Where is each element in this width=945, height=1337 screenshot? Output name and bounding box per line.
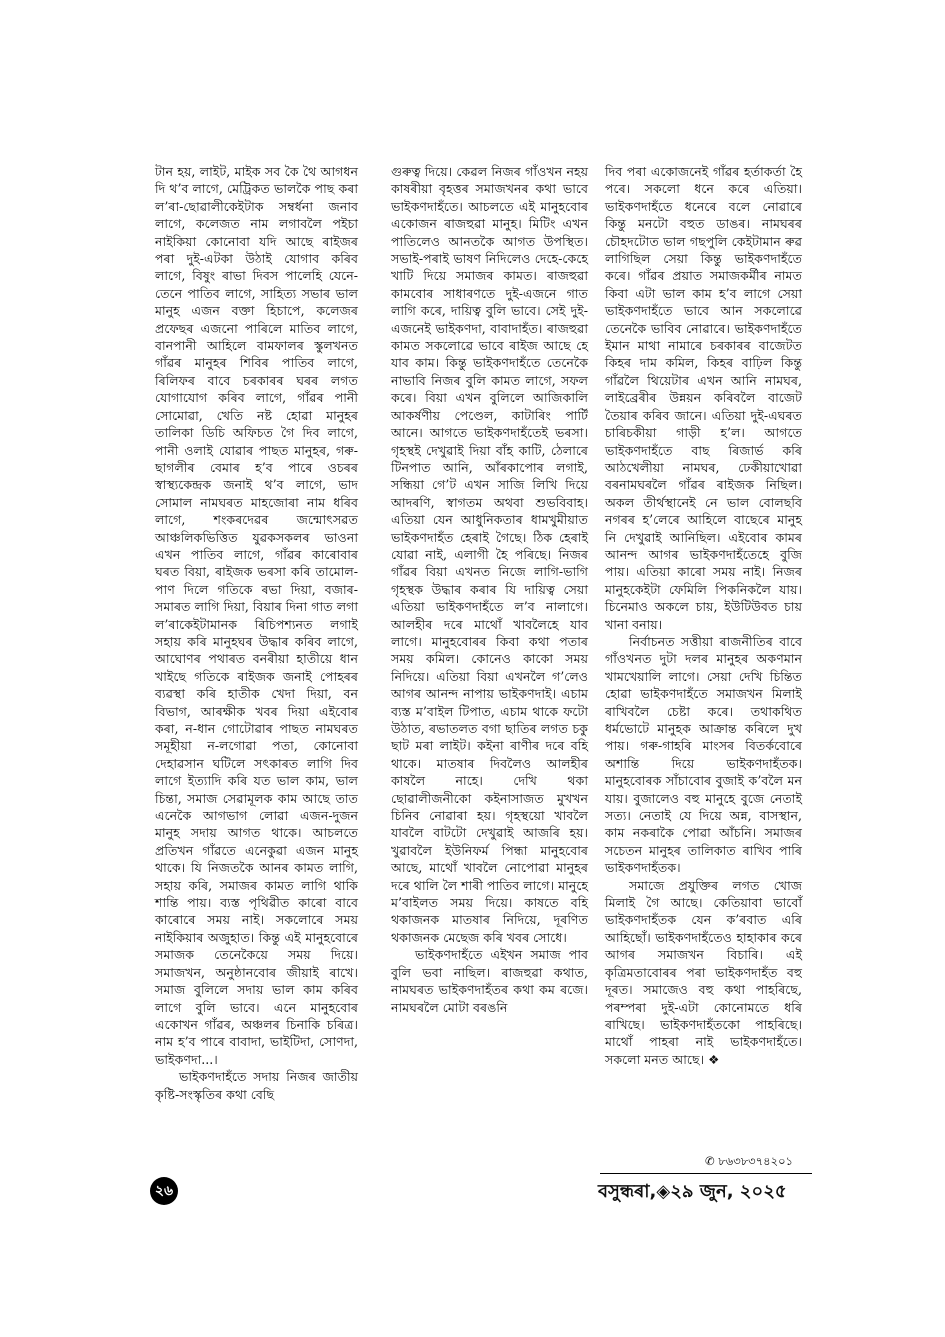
magazine-footer: বসুন্ধৰা,◈২৯ জুন, ২০২৫: [598, 1181, 787, 1202]
column-1-paragraph: ভাইকণদাহঁতে সদায় নিজৰ জাতীয় কৃষ্টি-সংস্কৃতিৰ কথা বেছি: [155, 1069, 358, 1102]
article-column-1: [155, 163, 358, 1103]
column-3-paragraph: সমাজে প্ৰযুক্তিৰ লগত খোজ মিলাই গৈ আছে। কেতিয়াবা ভাবোঁ ভাইকণদাহঁতক যেন ক’ৰবাত এৰি আহিছোঁ। ভাইকণদাহঁতেও হাহাকাৰ কৰে আগৰ সমাজখন বিচাৰি। এই কৃত্ৰিমতাবোৰৰ পৰা ভাইকণদাহঁত বহু দূৰত। সমাজেও বহু কথা পাহৰিছে, পৰম্পৰা দুই-এটা কোনোমতে ধৰি ৰাখিছে। ভাইকণদাহঁতকো পাহৰিছে। মাথোঁ পাহৰা নাই ভাইকণদাহঁতে। সকলো মনত আছে। ❖: [605, 877, 802, 1067]
page-number-badge: ২৬: [150, 1177, 178, 1205]
column-2-paragraph: গুৰুত্ব দিয়ে। কেৱল নিজৰ গাঁওখন নহয় কাষৰীয়া বৃহত্তৰ সমাজখনৰ কথা ভাবে ভাইকণদাহঁতে। আচলতে এই মানুহবোৰ একোজন ৰাজহুৱা মানুহ। মিটিং এখন পাতিলেও আনতকৈ আগত উপস্থিত। সভাই-পৰাই ভাষণ নিদিলেও দেহে-কেহে খাটি দিয়ে সমাজৰ কামত। ৰাজহুৱা কামবোৰ সাধাৰণতে দুই-এজনে গাত লাগি কৰে, দায়িত্ব বুলি ভাবে। সেই দুই-এজনেই ভাইকণদা, বাবাদাহঁত। ৰাজহুৱা কামত সকলোৱে ভাবে ৰাইজ আছে হে যাব কাম। কিন্তু ভাইকণদাহঁতে তেনেকৈ নাভাবি নিজৰ বুলি কামত লাগে, সফল কৰে। বিয়া এখন বুলিলে আজিকালি আকৰ্ষণীয় পেণ্ডেল, কাটাৰিং পাৰ্টি আনে। আগতে ভাইকণদাহঁতেই ভৰসা। গৃহস্থই দেখুৱাই দিয়া বাঁহ কাটি, ঠেলাৰে টিনপাত আনি, আঁৰকাপোৰ লগাই, সন্ধিয়া গে’ট এখন সাজি লিখি দিয়ে আদৰণি, স্বাগতম অথবা শুভবিবাহ। এতিয়া যেন আধুনিকতাৰ ধামখুমীয়াত ভাইকণদাহঁত হেৰাই গৈছে। ঠিক হেৰাই যোৱা নাই, এলাগী হৈ পৰিছে। নিজৰ গাঁৱৰ বিয়া এখনত নিজে লাগি-ভাগি গৃহস্থক উদ্ধাৰ কৰাৰ যি দায়িত্ব সেয়া এতিয়া ভাইকণদাহঁতে ল’ব নালাগে। আলহীৰ দৰে মাথোঁ খাবলৈহে যাব লাগে। মানুহবোৰৰ কিবা কথা পতাৰ সময় কমিল। কোনেও কাকো সময় নিদিয়ে। এতিয়া বিয়া এখনলৈ গ’লেও আগৰ আনন্দ নাপায় ভাইকণদাই। এচাম ব্যস্ত ম’বাইল টিপাত, এচাম থাকে ফটো উঠাত, ৰভাতলত বগা ছাতিৰ লগত চকু ছাট মৰা লাইট। কইনা ৰাণীৰ দৰে বহি থাকে। মাতষাৰ দিবলৈও আলহীৰ কাষলৈ নাহে। দেখি থকা ছোৱালীজনীকো কইনাসাজত মুখখন চিনিব নোৱাৰা হয়। গৃহস্থয়ো খাবলৈ যাবলৈ বাটটো দেখুৱাই আজৰি হয়। খুৱাবলৈ ইউনিফৰ্ম পিন্ধা মানুহবোৰ আছে, মাথোঁ খাবলৈ নোপোৱা মানুহৰ দৰে থালি লৈ শাৰী পাতিব লাগে। মানুহে ম’বাইলত সময় দিয়ে। কাষতে বহি থকাজনক মাতষাৰ নিদিয়ে, দূৰণিত থকাজনক মেছেজ কৰি খবৰ সোধে।: [391, 164, 588, 945]
footer-divider: [600, 1173, 812, 1174]
author-phone: ✆ ৮৬৩৮৩৭৪২০১: [705, 1154, 794, 1168]
article-column-3: [605, 163, 802, 1068]
column-1-paragraph: টান হয়, লাইট, মাইক সব কৈ থৈ আগধন দি থ’ব লাগে, মেট্ৰিকত ভালকৈ পাছ কৰা ল’ৰা-ছোৱালীকেইটাক সম্বৰ্ধনা জনাব লাগে, কলেজত নাম লগাবলৈ পইচা নাইকিয়া কোনোবা যদি আছে ৰাইজৰ পৰা দুই-এটকা উঠাই যোগাব কৰিব লাগে, বিষুং ৰাভা দিবস পালেহি যেনে-তেনে পাতিব লাগে, সাহিত্য সভাৰ ভাল মানুহ এজন বক্তা হিচাপে, কলেজৰ প্ৰফেছৰ এজনো পাৰিলে মাতিব লাগে, বানপানী আহিলে বামফালৰ স্কুলখনত গাঁৱৰ মানুহৰ শিবিৰ পাতিব লাগে, ৰিলিফৰ বাবে চৰকাৰৰ ঘৰৰ লগত যোগাযোগ কৰিব লাগে, গাঁৱৰ পানী সোমোৱা, খেতি নষ্ট হোৱা মানুহৰ তালিকা ডিচি অফিচত গৈ দিব লাগে, পানী ওলাই যোৱাৰ পাছত মানুহৰ, গৰু-ছাগলীৰ বেমাৰ হ’ব পাৰে ওচৰৰ স্বাস্থ্যকেন্দ্ৰক জনাই থ’ব লাগে, ভাদ সোমাল নামঘৰত মাহজোৰা নাম ধৰিব লাগে, শংকৰদেৱৰ জন্মোৎসৱত আঞ্চলিকভিত্তিত যুৱকসকলৰ ভাওনা এখন পাতিব লাগে, গাঁৱৰ কাৰোবাৰ ঘৰত বিয়া, ৰাইজক ভৰসা কৰি তামোল-পাণ দিলে গতিকে ৰভা দিয়া, বজাৰ-সমাৰত লাগি দিয়া, বিয়াৰ দিনা গাত লগা ল’ৰাকেইটামানক ৰিচিপশ্যনত লগাই সহায় কৰি মানুহঘৰ উদ্ধাৰ কৰিব লাগে, আঘোণৰ পথাৰত বনৰীয়া হাতীয়ে ধান খাইছে গতিকে ৰাইজক জনাই পোহৰৰ ব্যৱস্থা কৰি হাতীক খেদা দিয়া, বন বিভাগ, আৰক্ষীক খবৰ দিয়া এইবোৰ কৰা, ন-ধান গোটোৱাৰ পাছত নামঘৰত সমূহীয়া ন-লগোৱা পতা, কোনোবা দেহাৱসান ঘটিলে সৎকাৰত লাগি দিব লাগে ইত্যাদি কৰি যত ভাল কাম, ভাল চিন্তা, সমাজ সেৱামূলক কাম আছে তাত এনেকৈ আগভাগ লোৱা এজন-দুজন মানুহ সদায় আগত থাকে। আচলতে প্ৰতিখন গাঁৱতে এনেকুৱা এজন মানুহ থাকে। যি নিজতকৈ আনৰ কামত লাগি, সহায় কৰি, সমাজৰ কামত লাগি থাকি শান্তি পায়। ব্যস্ত পৃথিৱীত কাৰো বাবে কাৰোৰে সময় নাই। সকলোৰে সময় নাইকিয়াৰ অজুহাত। কিন্তু এই মানুহবোৰে সমাজক তেনেকৈয়ে সময় দিয়ে। সমাজখন, অনুষ্ঠানবোৰ জীয়াই ৰাখে। সমাজ বুলিলে সদায় ভাল কাম কৰিব লাগে বুলি ভাবে। এনে মানুহবোৰ একোখন গাঁৱৰ, অঞ্চলৰ চিনাকি চৰিত্ৰ। নাম হ’ব পাৰে বাবাদা, ভাইটিদা, সোণদা, ভাইকণদা...।: [155, 164, 358, 1067]
column-3-paragraph: দিব পৰা একোজনেই গাঁৱৰ হৰ্তাকৰ্তা হৈ পৰে। সকলো ধনে কৰে এতিয়া। ভাইকণদাহঁতে ধনেৰে বলে নোৱাৰে কিন্তু মনটো বহুত ডাঙৰ। নামঘৰৰ চৌহদটোত ভাল গছপুলি কেইটামান ৰুৱ লাগিছিল সেয়া কিন্তু ভাইকণদাহঁতে কৰে। গাঁৱৰ প্ৰয়াত সমাজকৰ্মীৰ নামত কিবা এটা ভাল কাম হ’ব লাগে সেয়া ভাইকণদাহঁতে ভাবে আন সকলোৱে তেনেকৈ ভাবিব নোৱাৰে। ভাইকণদাহঁতে ইমান মাথা নামাৰে চৰকাৰৰ বাজেটত কিহৰ দাম কমিল, কিহৰ বাঢ়িল কিন্তু গাঁৱলৈ থিয়েটাৰ এখন আনি নামঘৰ, লাইব্ৰেৰীৰ উন্নয়ন কৰিবলৈ বাজেট তৈয়াৰ কৰিব জানে। এতিয়া দুই-এঘৰত চাৰিচকীয়া গাড়ী হ’ল। আগতে ভাইকণদাহঁতে বাছ ৰিজাৰ্ভ কৰি আঠখেলীয়া নামঘৰ, ঢেকীয়াখোৱা বৰনামঘৰলৈ গাঁৱৰ ৰাইজক নিছিল। অকল তীৰ্থস্থানেই নে ভাল বোলছবি নগৰৰ হ’লেৰে আহিলে বাছেৰে মানুহ নি দেখুৱাই আনিছিল। এইবোৰ কামৰ আনন্দ আগৰ ভাইকণদাহঁতেহে বুজি পায়। এতিয়া কাৰো সময় নাই। নিজৰ মানুহকেইটা ফেমিলি পিকনিকলৈ যায়। চিনেমাও অকলে চায়, ইউটিউবত চায় খানা বনায়।: [605, 164, 802, 632]
column-3-paragraph: নিৰ্বাচনত সত্তীয়া ৰাজনীতিৰ বাবে গাঁওখনত দুটা দলৰ মানুহৰ অকণমান খামখেয়ালি লাগে। সেয়া দেখি চিন্তিত হোৱা ভাইকণদাহঁতে সমাজখন মিলাই ৰাখিবলৈ চেষ্টা কৰে। তথাকথিত ধৰ্মভোটে মানুহক আক্ৰান্ত কৰিলে দুখ পায়। গৰু-গাহৰি মাংসৰ বিতৰ্কবোৰে অশান্তি দিয়ে ভাইকণদাহঁতক। মানুহবোৰক সাঁচাবোৰ বুজাই ক’বলৈ মন যায়। বুজালেও বহু মানুহে বুজে নেতাই সত্য। নেতাই যে দিয়ে অন্ন, বাসস্থান, কাম নকৰাকৈ পোৱা আঁচনি। সমাজৰ সচেতন মানুহৰ তালিকাত ৰাখিব পাৰি ভাইকণদাহঁতক।: [605, 633, 802, 876]
article-column-2: [391, 163, 588, 1016]
column-2-paragraph: ভাইকণদাহঁতে এইখন সমাজ পাব বুলি ভবা নাছিল। ৰাজহুৱা কথাত, নামঘৰত ভাইকণদাহঁতৰ কথা কম ৰজে। নামঘৰলৈ মোটা বৰঙনি: [391, 947, 588, 1015]
